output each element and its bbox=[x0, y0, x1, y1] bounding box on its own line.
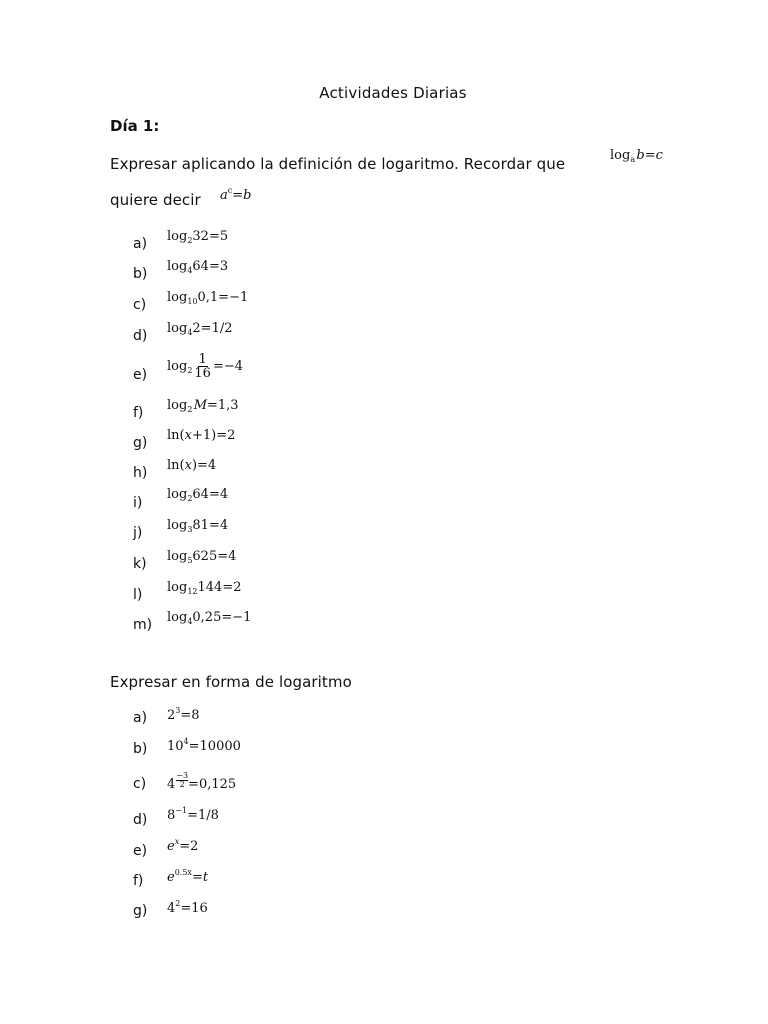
list-item: $\log_{10}0,1=-1$ bbox=[167, 290, 249, 306]
list-item: ln(x+1)=2 bbox=[167, 428, 236, 443]
list-item: $e^x=2$ bbox=[167, 837, 199, 854]
list-item: $e^{0.5x}=t$ bbox=[167, 868, 209, 885]
list-item: $\log_232=5$ bbox=[167, 229, 229, 245]
list-item: ln(x)=4 bbox=[167, 458, 217, 473]
day-heading: Día 1: bbox=[110, 117, 160, 135]
list-label: a) bbox=[133, 710, 148, 726]
exp-definition: $a^c=b$ bbox=[220, 186, 252, 203]
list-label: a) bbox=[133, 236, 148, 252]
list-item: $\log_2$ $\frac{1}{16}$ =−4 bbox=[167, 352, 244, 381]
list-label: i) bbox=[133, 495, 143, 511]
list-label: m) bbox=[133, 617, 153, 633]
fraction: $\frac{1}{16}$ bbox=[194, 352, 211, 381]
list-item: $\log_{12}144=2$ bbox=[167, 580, 242, 596]
instruction-text-2: quiere decir bbox=[110, 191, 201, 209]
page-title: Actividades Diarias bbox=[319, 84, 467, 102]
list-label: b) bbox=[133, 741, 148, 757]
list-label: g) bbox=[133, 903, 148, 919]
list-item: $8^{-1}=1/8$ bbox=[167, 806, 219, 823]
list-item: $\log_464=3$ bbox=[167, 259, 229, 275]
fraction-exponent: $\frac{-3}{2}$ bbox=[176, 771, 189, 789]
section-heading: Expresar en forma de logaritmo bbox=[110, 673, 352, 691]
list-label: d) bbox=[133, 812, 148, 828]
list-item: $\log_5625=4$ bbox=[167, 549, 237, 565]
instruction-text: Expresar aplicando la definición de logaritmo. Recordar que bbox=[110, 155, 566, 173]
list-label: j) bbox=[133, 525, 143, 541]
list-label: c) bbox=[133, 297, 147, 313]
list-label: h) bbox=[133, 465, 148, 481]
list-item: $\log_2$ M=1,3 bbox=[167, 398, 239, 414]
list-label: c) bbox=[133, 776, 147, 792]
list-item: $\log_42=1/2$ bbox=[167, 321, 233, 337]
list-label: e) bbox=[133, 367, 148, 383]
list-label: l) bbox=[133, 587, 143, 603]
list-label: b) bbox=[133, 266, 148, 282]
list-item: 4 $\frac{-3}{2}$ =0,125 bbox=[167, 771, 237, 792]
list-item: $\log_264=4$ bbox=[167, 487, 229, 503]
list-item: $\log_381=4$ bbox=[167, 518, 229, 534]
list-label: e) bbox=[133, 843, 148, 859]
list-item: $4^2=16$ bbox=[167, 899, 208, 916]
log-definition: $\log_a$ b=c bbox=[610, 148, 663, 164]
list-item: $10^4=10000$ bbox=[167, 737, 241, 754]
list-label: d) bbox=[133, 328, 148, 344]
list-label: k) bbox=[133, 556, 147, 572]
list-label: g) bbox=[133, 435, 148, 451]
list-label: f) bbox=[133, 405, 144, 421]
list-item: $\log_40,25=-1$ bbox=[167, 610, 252, 626]
list-item: $2^3=8$ bbox=[167, 706, 200, 723]
list-label: f) bbox=[133, 873, 144, 889]
